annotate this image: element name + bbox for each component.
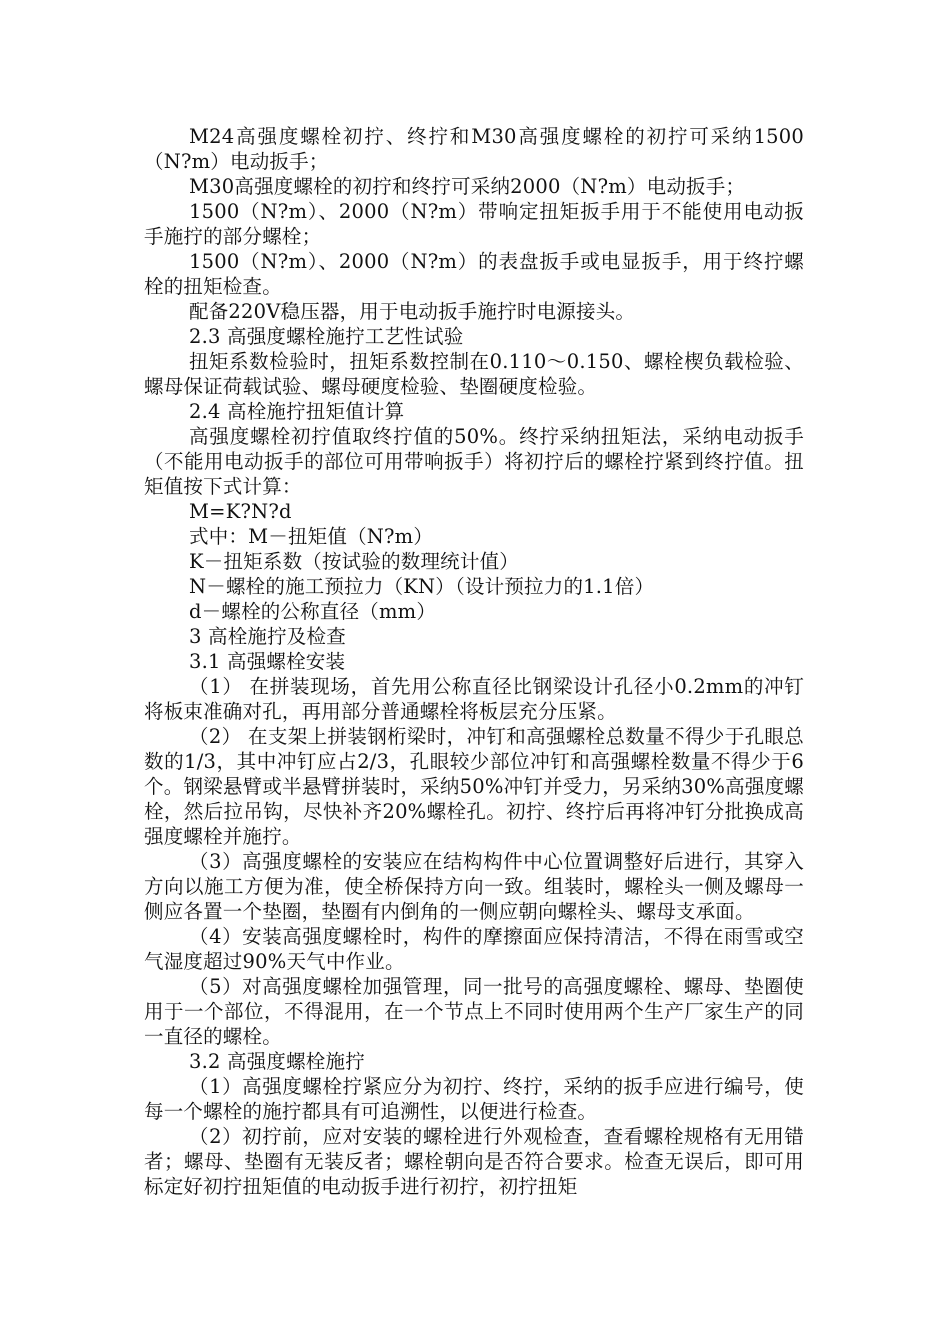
paragraph-3-1-item-2: （2） 在支架上拼装钢桁梁时，冲钉和高强螺栓总数量不得少于孔眼总数的1/3，其中冲钉应占2/3，孔眼较少部位冲钉和高强螺栓数量不得少于6个。钢梁悬臂或半悬臂拼装时，采纳50%冲钉并受力，另采纳30%高强度螺栓，然后拉吊钩，尽快补齐20%螺栓孔。初拧、终拧后再将冲钉分批换成高强度螺栓并施拧。 — [144, 725, 804, 848]
section-heading-2-4: 2.4 高栓施拧扭矩值计算 — [189, 400, 405, 423]
formula-def-n: N－螺栓的施工预拉力（KN）（设计预拉力的1.1倍） — [189, 575, 655, 598]
paragraph-torque-calc: 高强度螺栓初拧值取终拧值的50%。终拧采纳扭矩法，采纳电动扳手（不能用电动扳手的部位可用带响扳手）将初拧后的螺栓拧紧到终拧值。扭矩值按下式计算： — [144, 425, 804, 498]
section-heading-2-3: 2.3 高强度螺栓施拧工艺性试验 — [189, 325, 464, 348]
formula: M=K?N?d — [189, 500, 292, 523]
section-heading-3-2: 3.2 高强度螺栓施拧 — [189, 1050, 365, 1073]
paragraph-m24-wrench: M24高强度螺栓初拧、终拧和M30高强度螺栓的初拧可采纳1500（N?m）电动扳手； — [144, 125, 804, 173]
paragraph-click-wrench: 1500（N?m）、2000（N?m）带响定扭矩扳手用于不能使用电动扳手施拧的部分螺栓； — [144, 200, 804, 248]
document-body — [144, 124, 804, 1199]
section-heading-3-1: 3.1 高强螺栓安装 — [189, 650, 346, 673]
paragraph-m30-wrench: M30高强度螺栓的初拧和终拧可采纳2000（N?m）电动扳手； — [189, 175, 746, 198]
paragraph-3-1-item-4: （4）安装高强度螺栓时，构件的摩擦面应保持清洁，不得在雨雪或空气湿度超过90%天气中作业。 — [144, 925, 804, 973]
paragraph-3-2-item-2: （2）初拧前，应对安装的螺栓进行外观检查，查看螺栓规格有无用错者；螺母、垫圈有无装反者；螺栓朝向是否符合要求。检查无误后，即可用标定好初拧扭矩值的电动扳手进行初拧，初拧扭矩 — [144, 1125, 804, 1198]
section-heading-3: 3 高栓施拧及检查 — [189, 625, 346, 648]
paragraph-3-1-item-3: （3）高强度螺栓的安装应在结构构件中心位置调整好后进行，其穿入方向以施工方便为准，使全桥保持方向一致。组装时，螺栓头一侧及螺母一侧应各置一个垫圈，垫圈有内倒角的一侧应朝向螺栓头、螺母支承面。 — [144, 850, 804, 923]
paragraph-dial-wrench: 1500（N?m）、2000（N?m）的表盘扳手或电显扳手，用于终拧螺栓的扭矩检查。 — [144, 250, 804, 298]
formula-def-d: d－螺栓的公称直径（mm） — [189, 600, 437, 623]
formula-def-m: 式中：M－扭矩值（N?m） — [189, 525, 434, 548]
formula-def-k: K－扭矩系数（按试验的数理统计值） — [189, 550, 519, 573]
paragraph-3-1-item-1: （1） 在拼装现场，首先用公称直径比钢梁设计孔径小0.2mm的冲钉将板束准确对孔，再用部分普通螺栓将板层充分压紧。 — [144, 675, 804, 723]
paragraph-voltage-regulator: 配备220V稳压器，用于电动扳手施拧时电源接头。 — [189, 300, 636, 323]
paragraph-torque-test: 扭矩系数检验时，扭矩系数控制在0.110～0.150、螺栓楔负载检验、螺母保证荷载试验、螺母硬度检验、垫圈硬度检验。 — [144, 350, 804, 398]
paragraph-3-1-item-5: （5）对高强度螺栓加强管理，同一批号的高强度螺栓、螺母、垫圈使用于一个部位，不得混用，在一个节点上不同时使用两个生产厂家生产的同一直径的螺栓。 — [144, 975, 804, 1048]
paragraph-3-2-item-1: （1）高强度螺栓拧紧应分为初拧、终拧，采纳的扳手应进行编号，使每一个螺栓的施拧都具有可追溯性，以便进行检查。 — [144, 1075, 804, 1123]
